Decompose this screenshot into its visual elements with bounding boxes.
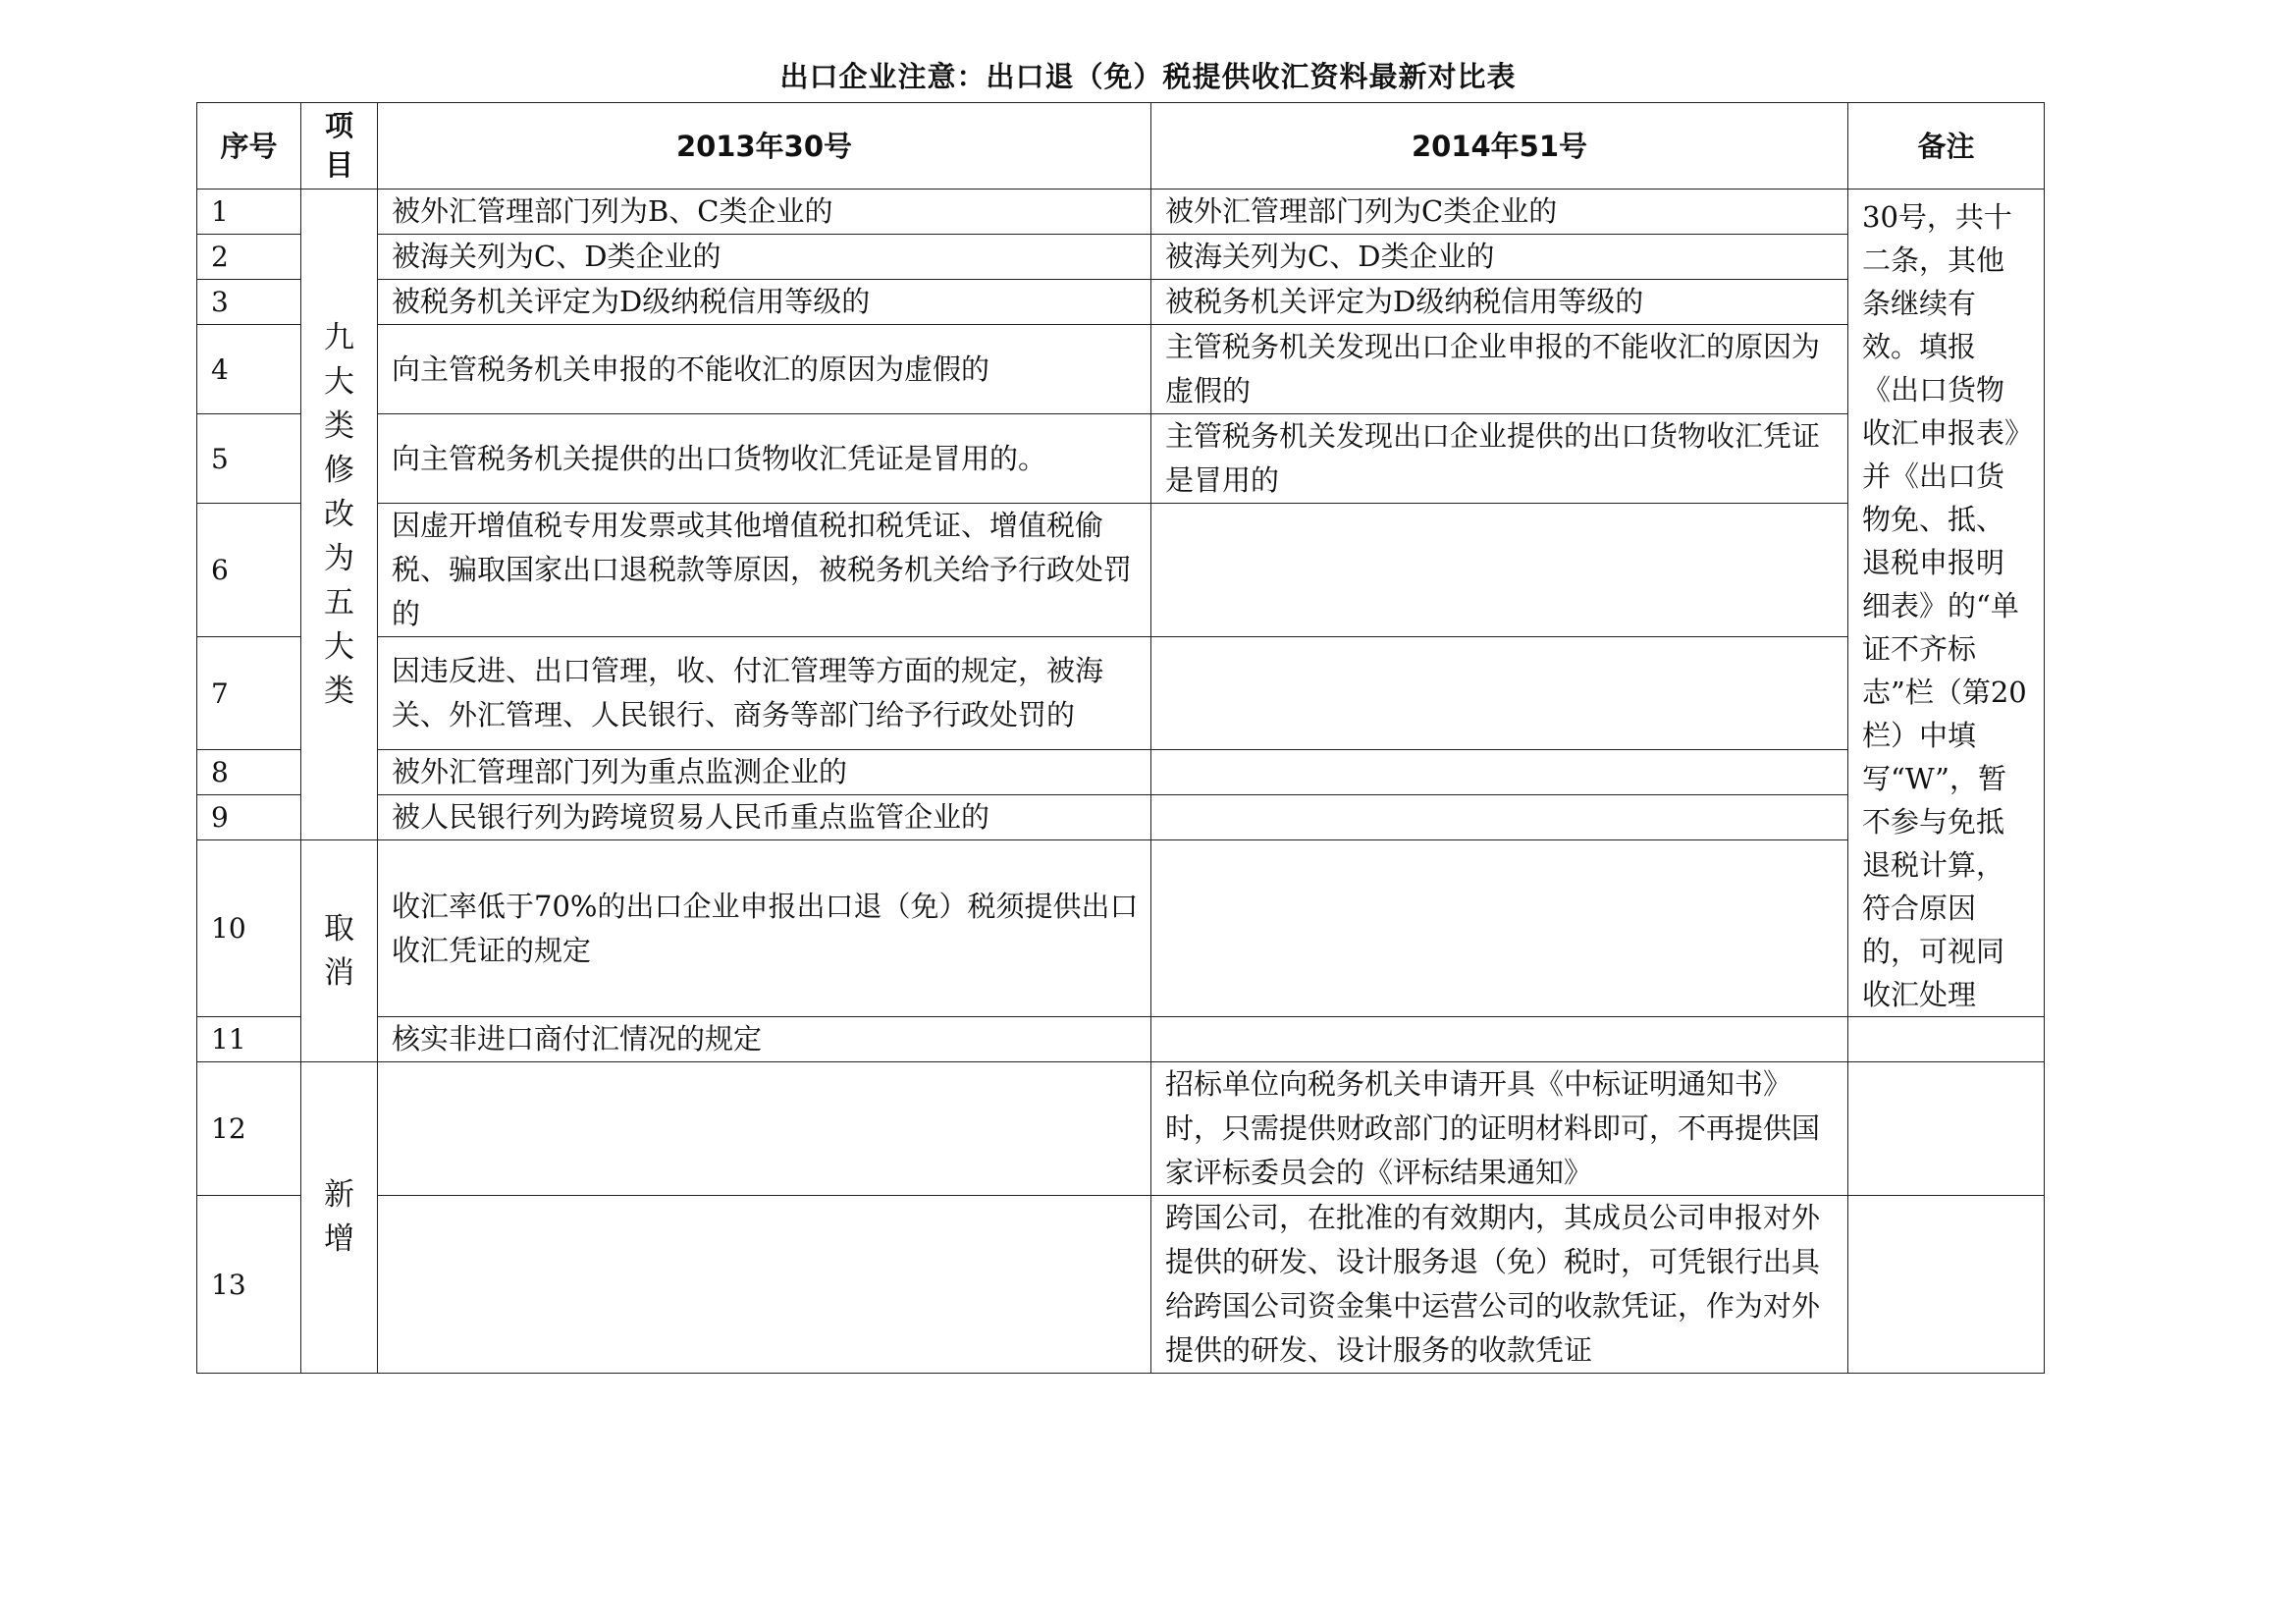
- new-rule: 被海关列为C、D类企业的: [1151, 235, 1848, 280]
- remark-cell: 30号，共十二条，其他条继续有效。填报《出口货物收汇申报表》并《出口货物免、抵、退税申报明细表》的“单证不齐标志”栏（第20栏）中填写“W”，暂不参与免抵退税计算，符合原因的，可视同收汇处理: [1848, 189, 2045, 1017]
- header-2014: 2014年51号: [1151, 103, 1848, 189]
- new-rule: [1151, 840, 1848, 1017]
- header-2013: 2013年30号: [378, 103, 1151, 189]
- old-rule: 因虚开增值税专用发票或其他增值税扣税凭证、增值税偷税、骗取国家出口退税款等原因，被税务机关给予行政处罚的: [378, 504, 1151, 637]
- header-num: 序号: [197, 103, 301, 189]
- table-row: [197, 235, 2045, 280]
- table-row: [197, 795, 2045, 840]
- category-modify: [301, 189, 378, 840]
- header-item: [301, 103, 378, 189]
- old-rule: 被人民银行列为跨境贸易人民币重点监管企业的: [378, 795, 1151, 840]
- row-num: 13: [197, 1196, 301, 1374]
- row-num: 12: [197, 1062, 301, 1196]
- old-rule: 因违反进、出口管理，收、付汇管理等方面的规定，被海关、外汇管理、人民银行、商务等部门给予行政处罚的: [378, 637, 1151, 750]
- row-num: 3: [197, 280, 301, 325]
- new-rule: [1151, 504, 1848, 637]
- row-num: 2: [197, 235, 301, 280]
- row-num: 9: [197, 795, 301, 840]
- header-row: [197, 103, 2045, 189]
- old-rule: 核实非进口商付汇情况的规定: [378, 1017, 1151, 1062]
- table-row: [197, 840, 2045, 1017]
- new-rule: [1151, 750, 1848, 795]
- row-num: 4: [197, 325, 301, 414]
- header-remark: 备注: [1848, 103, 2045, 189]
- new-rule: 主管税务机关发现出口企业申报的不能收汇的原因为虚假的: [1151, 325, 1848, 414]
- row-num: 8: [197, 750, 301, 795]
- page-title: 出口企业注意：出口退（免）税提供收汇资料最新对比表: [779, 60, 1517, 93]
- category-cancel: [301, 840, 378, 1062]
- old-rule: 被税务机关评定为D级纳税信用等级的: [378, 280, 1151, 325]
- old-rule: 向主管税务机关提供的出口货物收汇凭证是冒用的。: [378, 414, 1151, 504]
- new-rule: [1151, 795, 1848, 840]
- table-row: [197, 1017, 2045, 1062]
- table-row: [197, 750, 2045, 795]
- row-num: 6: [197, 504, 301, 637]
- header-item-text: 项目: [324, 109, 353, 182]
- row-num: 7: [197, 637, 301, 750]
- new-rule: 跨国公司，在批准的有效期内，其成员公司申报对外提供的研发、设计服务退（免）税时，可凭银行出具给跨国公司资金集中运营公司的收款凭证，作为对外提供的研发、设计服务的收款凭证: [1151, 1196, 1848, 1374]
- old-rule: 被外汇管理部门列为B、C类企业的: [378, 189, 1151, 235]
- new-rule: 被税务机关评定为D级纳税信用等级的: [1151, 280, 1848, 325]
- category-cancel-text: 取消: [324, 910, 354, 991]
- old-rule: 向主管税务机关申报的不能收汇的原因为虚假的: [378, 325, 1151, 414]
- category-modify-text: 九大类修改为五大类: [324, 319, 354, 709]
- comparison-table: [196, 102, 2045, 1374]
- table-row: [197, 1196, 2045, 1374]
- table-row: [197, 414, 2045, 504]
- table-row: [197, 280, 2045, 325]
- category-add-text: 新增: [324, 1177, 354, 1257]
- row-num: 10: [197, 840, 301, 1017]
- remark-empty: [1848, 1196, 2045, 1374]
- remark-empty: [1848, 1017, 2045, 1062]
- remark-empty: [1848, 1062, 2045, 1196]
- row-num: 1: [197, 189, 301, 235]
- row-num: 11: [197, 1017, 301, 1062]
- row-num: 5: [197, 414, 301, 504]
- new-rule: [1151, 1017, 1848, 1062]
- new-rule: 招标单位向税务机关申请开具《中标证明通知书》时，只需提供财政部门的证明材料即可，不再提供国家评标委员会的《评标结果通知》: [1151, 1062, 1848, 1196]
- old-rule: [378, 1062, 1151, 1196]
- old-rule: 收汇率低于70%的出口企业申报出口退（免）税须提供出口收汇凭证的规定: [378, 840, 1151, 1017]
- new-rule: [1151, 637, 1848, 750]
- old-rule: 被海关列为C、D类企业的: [378, 235, 1151, 280]
- old-rule: [378, 1196, 1151, 1374]
- new-rule: 主管税务机关发现出口企业提供的出口货物收汇凭证是冒用的: [1151, 414, 1848, 504]
- table-row: [197, 637, 2045, 750]
- new-rule: 被外汇管理部门列为C类企业的: [1151, 189, 1848, 235]
- table-row: [197, 325, 2045, 414]
- table-row: [197, 504, 2045, 637]
- table-row: [197, 1062, 2045, 1196]
- category-add: [301, 1062, 378, 1374]
- old-rule: 被外汇管理部门列为重点监测企业的: [378, 750, 1151, 795]
- table-row: [197, 189, 2045, 235]
